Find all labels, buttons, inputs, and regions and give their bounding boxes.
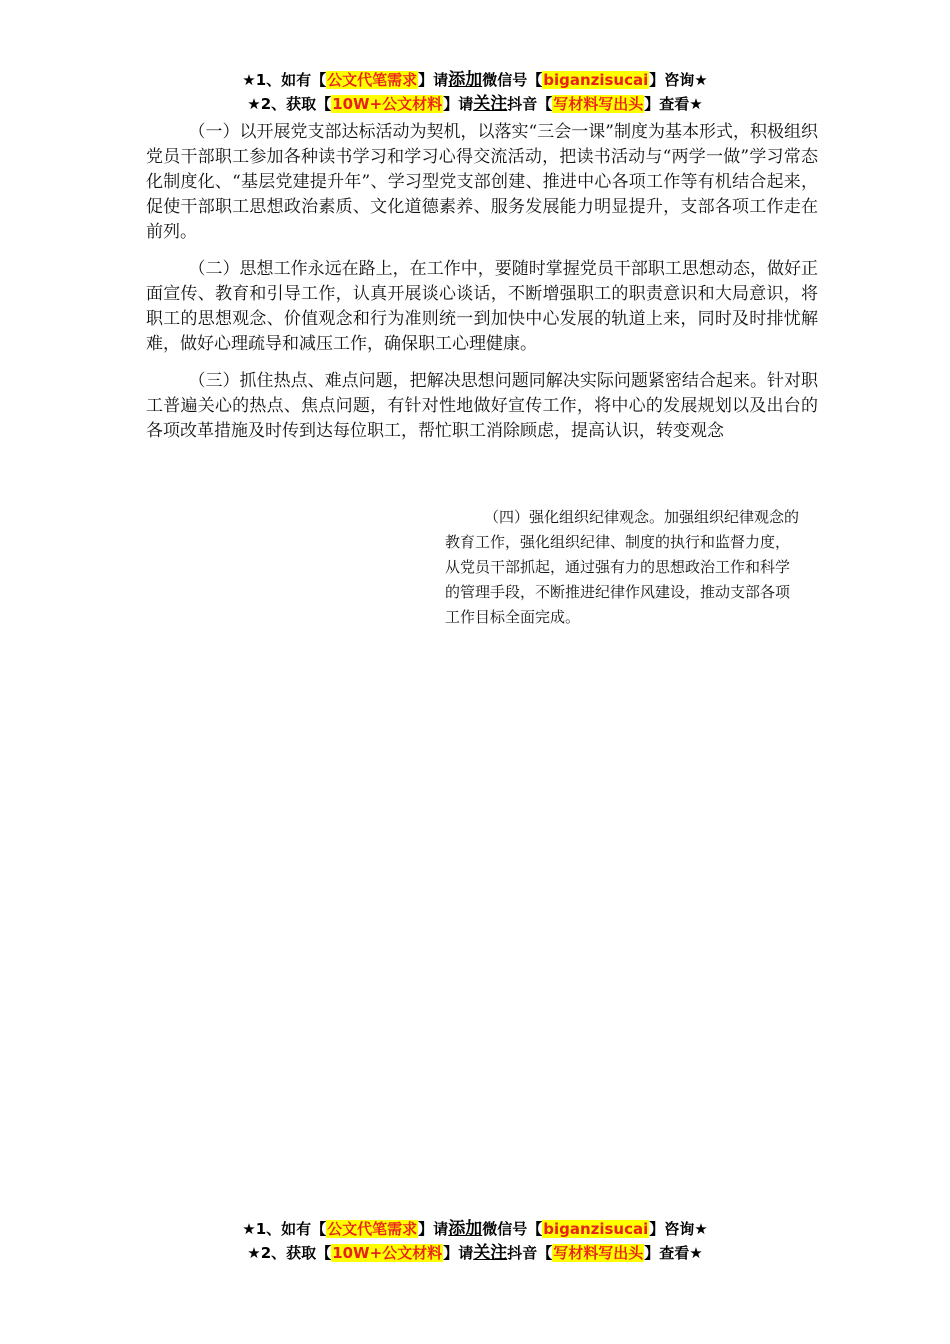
- paragraph-2: （二）思想工作永远在路上，在工作中，要随时掌握党员干部职工思想动态，做好正面宣传、教育和引导工作，认真开展谈心谈话，不断增强职工的职责意识和大局意识，将职工的思想观念、价值观念和行为准则统一到加快中心发展的轨道上来，同时及时排忧解难，做好心理疏导和减压工作，确保职工心理健康。: [146, 259, 818, 354]
- paragraph-4: （四）强化组织纪律观念。加强组织纪律观念的教育工作，强化组织纪律、制度的执行和监督力度，从党员干部抓起，通过强有力的思想政治工作和科学的管理手段，不断推进纪律作风建设，推动支部各项工作目标全面完成。: [445, 508, 800, 626]
- banner-text: 抖音【: [507, 1244, 553, 1262]
- banner-text: ★2、获取【: [247, 1244, 332, 1262]
- highlight-materials: 10W+公文材料: [332, 95, 443, 113]
- highlight-materials: 10W+公文材料: [332, 1244, 443, 1262]
- emphasis-follow: 关注: [473, 1243, 508, 1263]
- banner-text: 抖音【: [507, 95, 553, 113]
- banner-text: 】请: [443, 1244, 474, 1262]
- highlight-douyin-account: 写材料写出头: [553, 1244, 644, 1262]
- banner-text: 】请: [443, 95, 474, 113]
- highlight-douyin-account: 写材料写出头: [553, 95, 644, 113]
- banner-text: ★1、如有【: [242, 1220, 327, 1238]
- banner-text: ★1、如有【: [242, 71, 327, 89]
- emphasis-add: 添加: [448, 1219, 483, 1239]
- banner-text: 微信号【: [482, 1220, 543, 1238]
- highlight-wechat-id: biganzisucai: [543, 71, 649, 89]
- highlight-service: 公文代笔需求: [327, 71, 418, 89]
- document-body: [146, 120, 818, 444]
- banner-text: 】查看★: [644, 95, 703, 113]
- banner-text: 】请: [418, 71, 449, 89]
- banner-line-1: [0, 68, 950, 92]
- paragraph-3: （三）抓住热点、难点问题，把解决思想问题同解决实际问题紧密结合起来。针对职工普遍关心的热点、焦点问题，有针对性地做好宣传工作，将中心的发展规划以及出台的各项改革措施及时传到达每位职工，帮忙职工消除顾虑，提高认识，转变观念: [146, 371, 818, 441]
- banner-line-2: [0, 92, 950, 116]
- highlight-wechat-id: biganzisucai: [543, 1220, 649, 1238]
- highlight-service: 公文代笔需求: [327, 1220, 418, 1238]
- banner-line-1: [0, 1217, 950, 1241]
- footer-banner: [0, 1217, 950, 1265]
- header-banner: [0, 68, 950, 116]
- banner-text: 】咨询★: [649, 71, 708, 89]
- banner-text: 微信号【: [482, 71, 543, 89]
- banner-text: 】请: [418, 1220, 449, 1238]
- banner-text: 】查看★: [644, 1244, 703, 1262]
- paragraph-1: （一）以开展党支部达标活动为契机，以落实“三会一课”制度为基本形式，积极组织党员干部职工参加各种读书学习和学习心得交流活动，把读书活动与“两学一做”学习常态化制度化、“基层党建提升年”、学习型党支部创建、推进中心各项工作等有机结合起来，促使干部职工思想政治素质、文化道德素养、服务发展能力明显提升，支部各项工作走在前列。: [146, 122, 818, 242]
- emphasis-follow: 关注: [473, 94, 508, 114]
- banner-text: 】咨询★: [649, 1220, 708, 1238]
- banner-line-2: [0, 1241, 950, 1265]
- emphasis-add: 添加: [448, 70, 483, 90]
- banner-text: ★2、获取【: [247, 95, 332, 113]
